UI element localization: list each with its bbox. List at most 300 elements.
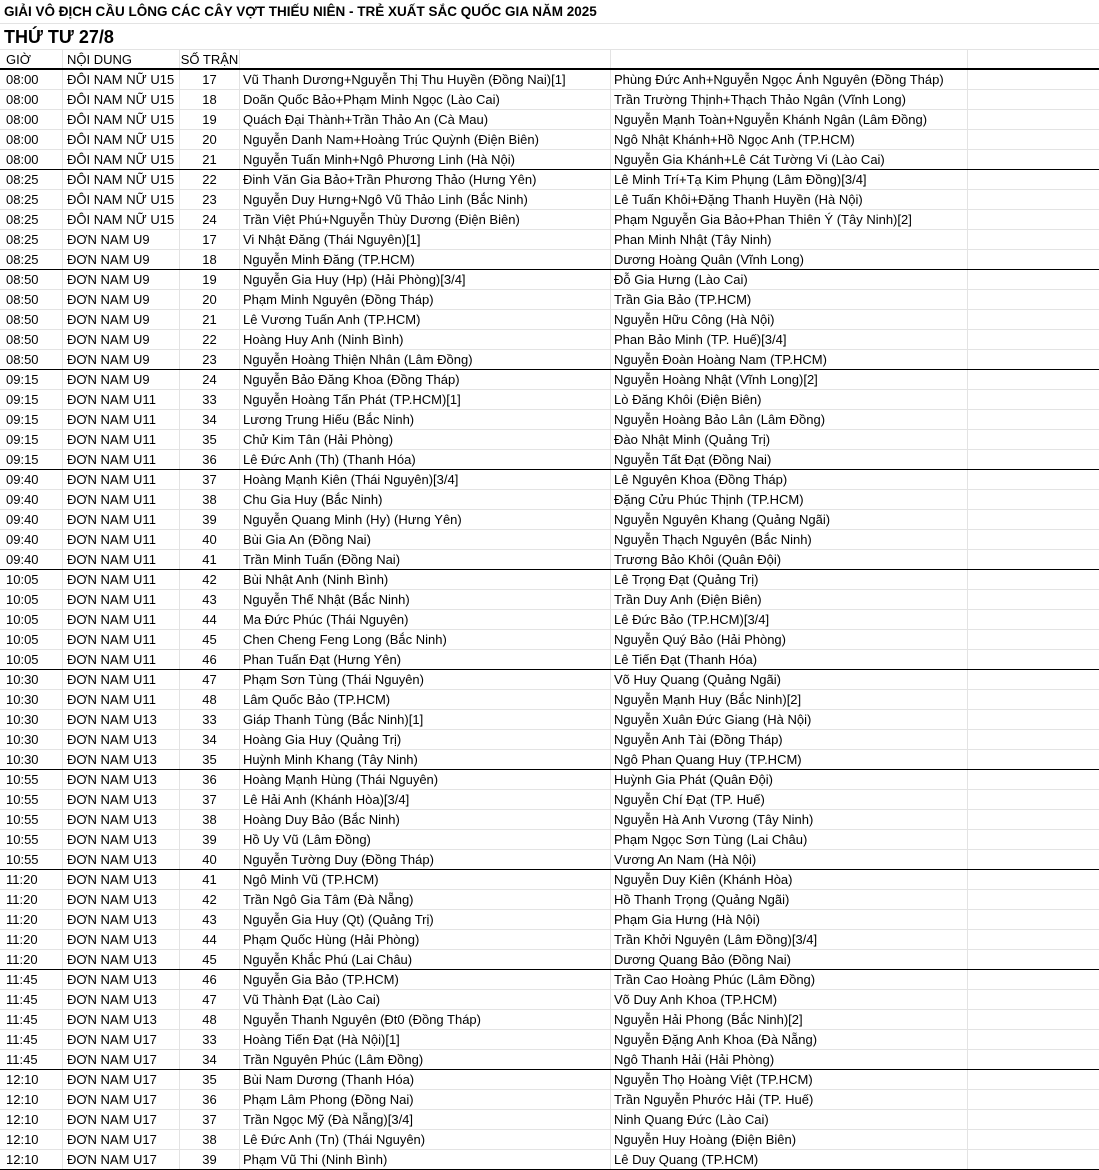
player2-cell: Võ Duy Anh Khoa (TP.HCM) [611, 990, 968, 1009]
event-cell: ĐƠN NAM U17 [63, 1030, 180, 1049]
time-cell: 10:05 [0, 570, 63, 589]
match-number-cell: 19 [180, 110, 240, 129]
time-cell: 11:45 [0, 1030, 63, 1049]
event-cell: ĐƠN NAM U13 [63, 850, 180, 869]
player2-cell: Dương Hoàng Quân (Vĩnh Long) [611, 250, 968, 269]
table-row [0, 650, 1099, 670]
event-cell: ĐƠN NAM U13 [63, 810, 180, 829]
column-header-row [0, 50, 1099, 70]
empty-cell [968, 770, 1099, 789]
table-row [0, 290, 1099, 310]
player1-cell: Nguyễn Bảo Đăng Khoa (Đồng Tháp) [240, 370, 611, 389]
player1-cell: Phạm Sơn Tùng (Thái Nguyên) [240, 670, 611, 689]
table-row [0, 850, 1099, 870]
player2-cell: Ngô Phan Quang Huy (TP.HCM) [611, 750, 968, 769]
match-number-cell: 21 [180, 150, 240, 169]
event-cell: ĐƠN NAM U11 [63, 430, 180, 449]
empty-cell [968, 450, 1099, 469]
player2-cell: Nguyễn Xuân Đức Giang (Hà Nội) [611, 710, 968, 729]
time-cell: 08:00 [0, 150, 63, 169]
match-number-cell: 33 [180, 710, 240, 729]
player1-cell: Nguyễn Danh Nam+Hoàng Trúc Quỳnh (Điện Biên) [240, 130, 611, 149]
player1-cell: Phan Tuấn Đạt (Hưng Yên) [240, 650, 611, 669]
player2-cell: Nguyễn Thạch Nguyên (Bắc Ninh) [611, 530, 968, 549]
table-row [0, 930, 1099, 950]
table-row [0, 990, 1099, 1010]
header-event: NỘI DUNG [63, 50, 180, 68]
player2-cell: Nguyễn Anh Tài (Đồng Tháp) [611, 730, 968, 749]
event-cell: ĐÔI NAM NỮ U15 [63, 150, 180, 169]
player2-cell: Ngô Thanh Hải (Hải Phòng) [611, 1050, 968, 1069]
match-number-cell: 40 [180, 850, 240, 869]
player2-cell: Nguyễn Đoàn Hoàng Nam (TP.HCM) [611, 350, 968, 369]
table-row [0, 810, 1099, 830]
player1-cell: Bùi Gia An (Đồng Nai) [240, 530, 611, 549]
player2-cell: Lê Minh Trí+Tạ Kim Phụng (Lâm Đồng)[3/4] [611, 170, 968, 189]
event-cell: ĐƠN NAM U9 [63, 250, 180, 269]
time-cell: 08:25 [0, 250, 63, 269]
player1-cell: Nguyễn Thế Nhật (Bắc Ninh) [240, 590, 611, 609]
player1-cell: Hoàng Huy Anh (Ninh Bình) [240, 330, 611, 349]
event-cell: ĐƠN NAM U13 [63, 770, 180, 789]
player2-cell: Trần Gia Bảo (TP.HCM) [611, 290, 968, 309]
time-cell: 10:55 [0, 790, 63, 809]
match-number-cell: 42 [180, 570, 240, 589]
match-number-cell: 23 [180, 190, 240, 209]
time-cell: 10:05 [0, 650, 63, 669]
time-cell: 08:50 [0, 290, 63, 309]
player1-cell: Nguyễn Gia Huy (Qt) (Quảng Trị) [240, 910, 611, 929]
player1-cell: Vũ Thanh Dương+Nguyễn Thị Thu Huyền (Đồng Nai)[1] [240, 70, 611, 89]
player2-cell: Đào Nhật Minh (Quảng Trị) [611, 430, 968, 449]
event-cell: ĐƠN NAM U11 [63, 690, 180, 709]
player1-cell: Nguyễn Quang Minh (Hy) (Hưng Yên) [240, 510, 611, 529]
player2-cell: Phan Minh Nhật (Tây Ninh) [611, 230, 968, 249]
table-row [0, 1070, 1099, 1090]
table-row [0, 1030, 1099, 1050]
table-row [0, 310, 1099, 330]
time-cell: 10:30 [0, 670, 63, 689]
time-cell: 12:10 [0, 1110, 63, 1129]
player2-cell: Nguyễn Mạnh Toàn+Nguyễn Khánh Ngân (Lâm Đồng) [611, 110, 968, 129]
match-number-cell: 46 [180, 650, 240, 669]
event-cell: ĐƠN NAM U13 [63, 790, 180, 809]
empty-cell [968, 830, 1099, 849]
player2-cell: Nguyễn Thọ Hoàng Việt (TP.HCM) [611, 1070, 968, 1089]
player1-cell: Nguyễn Minh Đăng (TP.HCM) [240, 250, 611, 269]
empty-cell [968, 1030, 1099, 1049]
empty-cell [968, 350, 1099, 369]
table-row [0, 490, 1099, 510]
event-cell: ĐƠN NAM U13 [63, 890, 180, 909]
event-cell: ĐƠN NAM U11 [63, 590, 180, 609]
player1-cell: Trần Ngọc Mỹ (Đà Nẵng)[3/4] [240, 1110, 611, 1129]
event-cell: ĐÔI NAM NỮ U15 [63, 210, 180, 229]
player2-cell: Phùng Đức Anh+Nguyễn Ngọc Ánh Nguyên (Đồng Tháp) [611, 70, 968, 89]
match-number-cell: 34 [180, 410, 240, 429]
empty-cell [968, 790, 1099, 809]
player1-cell: Trần Việt Phú+Nguyễn Thùy Dương (Điện Biên) [240, 210, 611, 229]
event-cell: ĐƠN NAM U13 [63, 1010, 180, 1029]
empty-cell [968, 810, 1099, 829]
table-row [0, 1110, 1099, 1130]
player2-cell: Nguyễn Tất Đạt (Đồng Nai) [611, 450, 968, 469]
player2-cell: Trần Trường Thịnh+Thạch Thảo Ngân (Vĩnh Long) [611, 90, 968, 109]
player1-cell: Nguyễn Gia Huy (Hp) (Hải Phòng)[3/4] [240, 270, 611, 289]
time-cell: 11:20 [0, 930, 63, 949]
match-number-cell: 44 [180, 610, 240, 629]
match-number-cell: 47 [180, 990, 240, 1009]
table-row [0, 250, 1099, 270]
player1-cell: Hoàng Tiến Đạt (Hà Nội)[1] [240, 1030, 611, 1049]
table-row [0, 1050, 1099, 1070]
event-cell: ĐƠN NAM U9 [63, 230, 180, 249]
empty-cell [968, 330, 1099, 349]
time-cell: 08:50 [0, 310, 63, 329]
player1-cell: Nguyễn Duy Hưng+Ngô Vũ Thảo Linh (Bắc Ninh) [240, 190, 611, 209]
match-number-cell: 35 [180, 430, 240, 449]
header-player2 [611, 50, 968, 68]
match-number-cell: 41 [180, 550, 240, 569]
table-row [0, 950, 1099, 970]
empty-cell [968, 130, 1099, 149]
match-number-cell: 37 [180, 790, 240, 809]
time-cell: 11:20 [0, 910, 63, 929]
player1-cell: Hồ Uy Vũ (Lâm Đồng) [240, 830, 611, 849]
match-number-cell: 39 [180, 830, 240, 849]
empty-cell [968, 150, 1099, 169]
player2-cell: Nguyễn Huy Hoàng (Điện Biên) [611, 1130, 968, 1149]
table-row [0, 1150, 1099, 1170]
empty-cell [968, 1130, 1099, 1149]
time-cell: 10:05 [0, 590, 63, 609]
match-number-cell: 23 [180, 350, 240, 369]
match-number-cell: 48 [180, 690, 240, 709]
player1-cell: Trần Ngô Gia Tâm (Đà Nẵng) [240, 890, 611, 909]
player2-cell: Lê Nguyên Khoa (Đồng Tháp) [611, 470, 968, 489]
player2-cell: Phạm Gia Hưng (Hà Nội) [611, 910, 968, 929]
event-cell: ĐƠN NAM U11 [63, 630, 180, 649]
player2-cell: Nguyễn Chí Đạt (TP. Huế) [611, 790, 968, 809]
event-cell: ĐƠN NAM U13 [63, 990, 180, 1009]
match-number-cell: 40 [180, 530, 240, 549]
time-cell: 11:20 [0, 890, 63, 909]
player2-cell: Lê Tiến Đạt (Thanh Hóa) [611, 650, 968, 669]
header-extra [968, 50, 1099, 68]
player2-cell: Phạm Nguyễn Gia Bảo+Phan Thiên Ý (Tây Ninh)[2] [611, 210, 968, 229]
time-cell: 12:10 [0, 1090, 63, 1109]
player1-cell: Chử Kim Tân (Hải Phòng) [240, 430, 611, 449]
empty-cell [968, 1150, 1099, 1169]
time-cell: 10:55 [0, 770, 63, 789]
player2-cell: Lê Duy Quang (TP.HCM) [611, 1150, 968, 1169]
event-cell: ĐƠN NAM U13 [63, 970, 180, 989]
time-cell: 09:15 [0, 430, 63, 449]
time-cell: 09:40 [0, 490, 63, 509]
empty-cell [968, 470, 1099, 489]
player2-cell: Đỗ Gia Hưng (Lào Cai) [611, 270, 968, 289]
event-cell: ĐƠN NAM U11 [63, 510, 180, 529]
event-cell: ĐƠN NAM U13 [63, 930, 180, 949]
match-number-cell: 37 [180, 1110, 240, 1129]
empty-cell [968, 510, 1099, 529]
table-row [0, 210, 1099, 230]
table-row [0, 590, 1099, 610]
empty-cell [968, 630, 1099, 649]
empty-cell [968, 170, 1099, 189]
empty-cell [968, 750, 1099, 769]
player1-cell: Doãn Quốc Bảo+Phạm Minh Ngọc (Lào Cai) [240, 90, 611, 109]
time-cell: 08:50 [0, 350, 63, 369]
time-cell: 10:55 [0, 830, 63, 849]
event-cell: ĐƠN NAM U13 [63, 910, 180, 929]
player1-cell: Lê Đức Anh (Th) (Thanh Hóa) [240, 450, 611, 469]
player2-cell: Nguyễn Đặng Anh Khoa (Đà Nẵng) [611, 1030, 968, 1049]
event-cell: ĐƠN NAM U11 [63, 530, 180, 549]
empty-cell [968, 1010, 1099, 1029]
time-cell: 11:45 [0, 970, 63, 989]
event-cell: ĐƠN NAM U13 [63, 830, 180, 849]
player1-cell: Lê Vương Tuấn Anh (TP.HCM) [240, 310, 611, 329]
event-cell: ĐƠN NAM U13 [63, 710, 180, 729]
time-cell: 11:45 [0, 1010, 63, 1029]
player2-cell: Nguyễn Quý Bảo (Hải Phòng) [611, 630, 968, 649]
event-cell: ĐƠN NAM U11 [63, 450, 180, 469]
time-cell: 10:55 [0, 850, 63, 869]
event-cell: ĐÔI NAM NỮ U15 [63, 90, 180, 109]
empty-cell [968, 870, 1099, 889]
player2-cell: Huỳnh Gia Phát (Quân Đội) [611, 770, 968, 789]
table-row [0, 170, 1099, 190]
player1-cell: Lương Trung Hiếu (Bắc Ninh) [240, 410, 611, 429]
player1-cell: Phạm Lâm Phong (Đồng Nai) [240, 1090, 611, 1109]
time-cell: 08:50 [0, 270, 63, 289]
player1-cell: Ngô Minh Vũ (TP.HCM) [240, 870, 611, 889]
player2-cell: Nguyễn Gia Khánh+Lê Cát Tường Vi (Lào Cai) [611, 150, 968, 169]
player1-cell: Nguyễn Hoàng Thiện Nhân (Lâm Đồng) [240, 350, 611, 369]
table-row [0, 550, 1099, 570]
table-row [0, 350, 1099, 370]
match-number-cell: 39 [180, 1150, 240, 1169]
table-row [0, 770, 1099, 790]
table-row [0, 110, 1099, 130]
event-cell: ĐÔI NAM NỮ U15 [63, 170, 180, 189]
match-number-cell: 43 [180, 910, 240, 929]
player1-cell: Nguyễn Tuấn Minh+Ngô Phương Linh (Hà Nội) [240, 150, 611, 169]
player2-cell: Lê Đức Bảo (TP.HCM)[3/4] [611, 610, 968, 629]
match-number-cell: 38 [180, 1130, 240, 1149]
table-row [0, 430, 1099, 450]
table-row [0, 690, 1099, 710]
player2-cell: Phan Bảo Minh (TP. Huế)[3/4] [611, 330, 968, 349]
player2-cell: Nguyễn Hoàng Bảo Lân (Lâm Đồng) [611, 410, 968, 429]
empty-cell [968, 990, 1099, 1009]
empty-cell [968, 950, 1099, 969]
player2-cell: Lê Trọng Đạt (Quảng Trị) [611, 570, 968, 589]
table-row [0, 390, 1099, 410]
empty-cell [968, 370, 1099, 389]
empty-cell [968, 710, 1099, 729]
time-cell: 08:00 [0, 70, 63, 89]
time-cell: 12:10 [0, 1070, 63, 1089]
empty-cell [968, 290, 1099, 309]
time-cell: 11:20 [0, 950, 63, 969]
table-row [0, 910, 1099, 930]
table-row [0, 150, 1099, 170]
event-cell: ĐƠN NAM U11 [63, 390, 180, 409]
time-cell: 10:30 [0, 690, 63, 709]
event-cell: ĐƠN NAM U11 [63, 550, 180, 569]
player2-cell: Trần Nguyễn Phước Hải (TP. Huế) [611, 1090, 968, 1109]
player2-cell: Ngô Nhật Khánh+Hồ Ngọc Anh (TP.HCM) [611, 130, 968, 149]
event-cell: ĐƠN NAM U9 [63, 270, 180, 289]
match-number-cell: 21 [180, 310, 240, 329]
time-cell: 08:25 [0, 210, 63, 229]
match-number-cell: 46 [180, 970, 240, 989]
match-number-cell: 20 [180, 290, 240, 309]
time-cell: 09:40 [0, 530, 63, 549]
player1-cell: Nguyễn Gia Bảo (TP.HCM) [240, 970, 611, 989]
title-row [0, 0, 1099, 24]
event-cell: ĐƠN NAM U17 [63, 1050, 180, 1069]
empty-cell [968, 690, 1099, 709]
empty-cell [968, 610, 1099, 629]
empty-cell [968, 1090, 1099, 1109]
player1-cell: Giáp Thanh Tùng (Bắc Ninh)[1] [240, 710, 611, 729]
time-cell: 08:25 [0, 170, 63, 189]
empty-cell [968, 230, 1099, 249]
time-cell: 08:25 [0, 190, 63, 209]
match-number-cell: 35 [180, 750, 240, 769]
day-heading: THỨ TƯ 27/8 [4, 27, 114, 47]
player2-cell: Vương An Nam (Hà Nội) [611, 850, 968, 869]
match-number-cell: 37 [180, 470, 240, 489]
player1-cell: Hoàng Gia Huy (Quảng Trị) [240, 730, 611, 749]
table-row [0, 750, 1099, 770]
table-row [0, 70, 1099, 90]
table-row [0, 1010, 1099, 1030]
event-cell: ĐƠN NAM U9 [63, 330, 180, 349]
table-row [0, 630, 1099, 650]
match-number-cell: 41 [180, 870, 240, 889]
event-cell: ĐÔI NAM NỮ U15 [63, 70, 180, 89]
empty-cell [968, 90, 1099, 109]
time-cell: 09:40 [0, 470, 63, 489]
match-number-cell: 35 [180, 1070, 240, 1089]
player2-cell: Nguyễn Hải Phong (Bắc Ninh)[2] [611, 1010, 968, 1029]
table-row [0, 610, 1099, 630]
time-cell: 11:45 [0, 1050, 63, 1069]
time-cell: 09:40 [0, 510, 63, 529]
player2-cell: Đặng Cửu Phúc Thịnh (TP.HCM) [611, 490, 968, 509]
match-number-cell: 36 [180, 770, 240, 789]
event-cell: ĐƠN NAM U11 [63, 470, 180, 489]
day-row [0, 24, 1099, 50]
event-cell: ĐƠN NAM U17 [63, 1090, 180, 1109]
player1-cell: Đinh Văn Gia Bảo+Trần Phương Thảo (Hưng Yên) [240, 170, 611, 189]
empty-cell [968, 210, 1099, 229]
header-match: SỐ TRẬN [180, 52, 239, 67]
time-cell: 12:10 [0, 1150, 63, 1169]
table-row [0, 830, 1099, 850]
empty-cell [968, 930, 1099, 949]
player1-cell: Phạm Minh Nguyên (Đồng Tháp) [240, 290, 611, 309]
table-row [0, 530, 1099, 550]
match-number-cell: 42 [180, 890, 240, 909]
player2-cell: Nguyễn Duy Kiên (Khánh Hòa) [611, 870, 968, 889]
player1-cell: Hoàng Duy Bảo (Bắc Ninh) [240, 810, 611, 829]
match-number-cell: 45 [180, 630, 240, 649]
empty-cell [968, 1050, 1099, 1069]
player1-cell: Huỳnh Minh Khang (Tây Ninh) [240, 750, 611, 769]
player2-cell: Lê Tuấn Khôi+Đặng Thanh Huyền (Hà Nội) [611, 190, 968, 209]
time-cell: 08:50 [0, 330, 63, 349]
empty-cell [968, 310, 1099, 329]
player2-cell: Trần Duy Anh (Điện Biên) [611, 590, 968, 609]
table-row [0, 130, 1099, 150]
match-number-cell: 22 [180, 330, 240, 349]
empty-cell [968, 910, 1099, 929]
table-row [0, 510, 1099, 530]
event-cell: ĐƠN NAM U11 [63, 650, 180, 669]
match-number-cell: 36 [180, 1090, 240, 1109]
player1-cell: Quách Đại Thành+Trần Thảo An (Cà Mau) [240, 110, 611, 129]
event-cell: ĐƠN NAM U11 [63, 410, 180, 429]
empty-cell [968, 490, 1099, 509]
player2-cell: Nguyễn Hữu Công (Hà Nội) [611, 310, 968, 329]
table-row [0, 670, 1099, 690]
event-cell: ĐƠN NAM U9 [63, 350, 180, 369]
empty-cell [968, 570, 1099, 589]
event-cell: ĐƠN NAM U9 [63, 310, 180, 329]
table-row [0, 330, 1099, 350]
table-row [0, 970, 1099, 990]
player2-cell: Hồ Thanh Trọng (Quảng Ngãi) [611, 890, 968, 909]
match-number-cell: 33 [180, 1030, 240, 1049]
empty-cell [968, 190, 1099, 209]
header-time: GIỜ [0, 50, 63, 68]
player1-cell: Phạm Quốc Hùng (Hải Phòng) [240, 930, 611, 949]
table-row [0, 790, 1099, 810]
time-cell: 08:00 [0, 130, 63, 149]
time-cell: 08:25 [0, 230, 63, 249]
table-row [0, 90, 1099, 110]
table-row [0, 270, 1099, 290]
match-number-cell: 34 [180, 1050, 240, 1069]
match-number-cell: 38 [180, 490, 240, 509]
player2-cell: Lò Đăng Khôi (Điện Biên) [611, 390, 968, 409]
empty-cell [968, 590, 1099, 609]
player1-cell: Nguyễn Thanh Nguyên (Đt0 (Đồng Tháp) [240, 1010, 611, 1029]
table-row [0, 570, 1099, 590]
player2-cell: Phạm Ngọc Sơn Tùng (Lai Châu) [611, 830, 968, 849]
player2-cell: Võ Huy Quang (Quảng Ngãi) [611, 670, 968, 689]
table-row [0, 1090, 1099, 1110]
time-cell: 09:15 [0, 370, 63, 389]
empty-cell [968, 650, 1099, 669]
player1-cell: Lâm Quốc Bảo (TP.HCM) [240, 690, 611, 709]
match-number-cell: 48 [180, 1010, 240, 1029]
event-cell: ĐƠN NAM U11 [63, 610, 180, 629]
tournament-title: GIẢI VÔ ĐỊCH CẦU LÔNG CÁC CÂY VỢT THIẾU NIÊN - TRẺ XUẤT SẮC QUỐC GIA NĂM 2025 [4, 4, 597, 19]
player2-cell: Ninh Quang Đức (Lào Cai) [611, 1110, 968, 1129]
table-row [0, 450, 1099, 470]
time-cell: 11:45 [0, 990, 63, 1009]
match-number-cell: 39 [180, 510, 240, 529]
event-cell: ĐƠN NAM U17 [63, 1110, 180, 1129]
player1-cell: Nguyễn Hoàng Tấn Phát (TP.HCM)[1] [240, 390, 611, 409]
empty-cell [968, 250, 1099, 269]
